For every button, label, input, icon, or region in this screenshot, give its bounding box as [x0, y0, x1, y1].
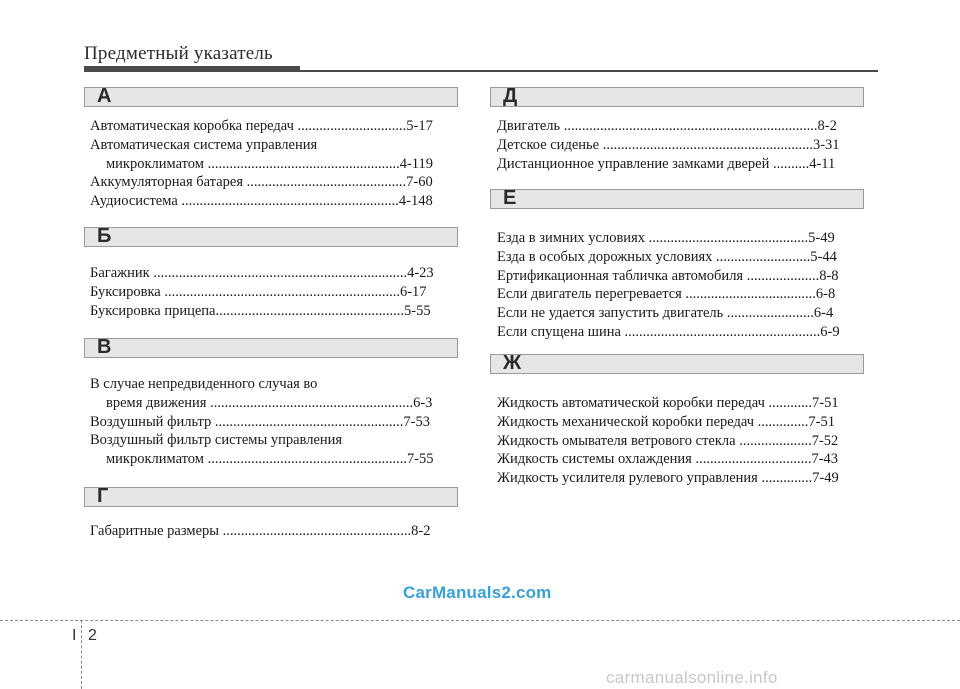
- site-watermark: carmanualsonline.info: [606, 668, 778, 687]
- index-entry: Воздушный фильтр ....................................................7-53: [90, 413, 430, 430]
- section-letter: Б: [97, 225, 112, 247]
- section-letter: Д: [503, 85, 518, 107]
- index-entry: микроклиматом .....................................................4-119: [106, 155, 433, 172]
- section-letter: А: [97, 85, 112, 107]
- footer-divider: [81, 620, 82, 689]
- index-entry: Двигатель ......................................................................8-2: [497, 118, 837, 134]
- section-entries-a: [90, 117, 433, 211]
- page-section-number: I: [72, 627, 77, 644]
- index-entry: Если не удается запустить двигатель ........................6-4: [497, 305, 834, 322]
- watermark: CarManuals2.com: [403, 583, 552, 602]
- section-entries-e: [497, 229, 840, 342]
- index-entry: Автоматическая коробка передач ..............................5-17: [90, 118, 433, 134]
- section-header-d: [490, 87, 864, 107]
- section-entries-zh: [497, 394, 839, 488]
- section-header-b: [84, 227, 458, 247]
- section-entries-d: [497, 117, 840, 173]
- section-entries-g: [90, 522, 430, 541]
- index-entry: Габаритные размеры ....................................................8-2: [90, 523, 431, 539]
- index-entry: Автоматическая система управления: [90, 136, 318, 153]
- index-entry: Жидкость системы охлаждения ................................7-43: [497, 451, 839, 468]
- index-entry: Если спущена шина ......................................................6-9: [497, 323, 840, 340]
- index-entry: Езда в особых дорожных условиях ..........................5-44: [497, 248, 837, 265]
- page-title: Предметный указатель: [84, 43, 273, 64]
- section-header-g: [84, 487, 458, 507]
- index-entry: микроклиматом .......................................................7-55: [106, 451, 434, 468]
- index-entry: Жидкость автоматической коробки передач ............7-51: [497, 395, 839, 411]
- section-letter: Г: [97, 485, 109, 507]
- index-entry: Воздушный фильтр системы управления: [90, 432, 343, 449]
- index-entry: Аудиосистема ............................................................4-148: [90, 193, 433, 210]
- index-entry: Жидкость омывателя ветрового стекла ....................7-52: [497, 432, 839, 449]
- index-entry: Буксировка .................................................................6-17: [90, 283, 427, 300]
- index-entry: Жидкость усилителя рулевого управления ..............7-49: [497, 470, 839, 487]
- section-entries-b: [90, 264, 434, 320]
- index-entry: Если двигатель перегревается ....................................6-8: [497, 286, 836, 303]
- index-entry: время движения ........................................................6-3: [106, 394, 433, 411]
- index-entry: Жидкость механической коробки передач ..............7-51: [497, 413, 835, 430]
- index-entry: Детское сиденье ..........................................................3-31: [497, 136, 840, 153]
- index-entry: Ертификационная табличка автомобиля ....................8-8: [497, 267, 839, 284]
- footer-rule: [0, 620, 960, 621]
- section-header-zh: [490, 354, 864, 374]
- index-entry: В случае непредвиденного случая во: [90, 376, 318, 392]
- title-rule-thin: [84, 70, 878, 72]
- page-number: 2: [88, 627, 97, 644]
- section-entries-v: [90, 375, 434, 469]
- section-header-v: [84, 338, 458, 358]
- index-entry: Буксировка прицепа....................................................5-55: [90, 302, 431, 319]
- section-header-e: [490, 189, 864, 209]
- index-entry: Багажник ......................................................................4-23: [90, 265, 434, 281]
- section-letter: Ж: [503, 352, 522, 374]
- section-letter: Е: [503, 187, 517, 209]
- section-letter: В: [97, 336, 112, 358]
- index-entry: Дистанционное управление замками дверей ..........4-11: [497, 155, 836, 172]
- index-entry: Езда в зимних условиях ............................................5-49: [497, 230, 835, 246]
- section-header-a: [84, 87, 458, 107]
- index-entry: Аккумуляторная батарея ............................................7-60: [90, 174, 433, 191]
